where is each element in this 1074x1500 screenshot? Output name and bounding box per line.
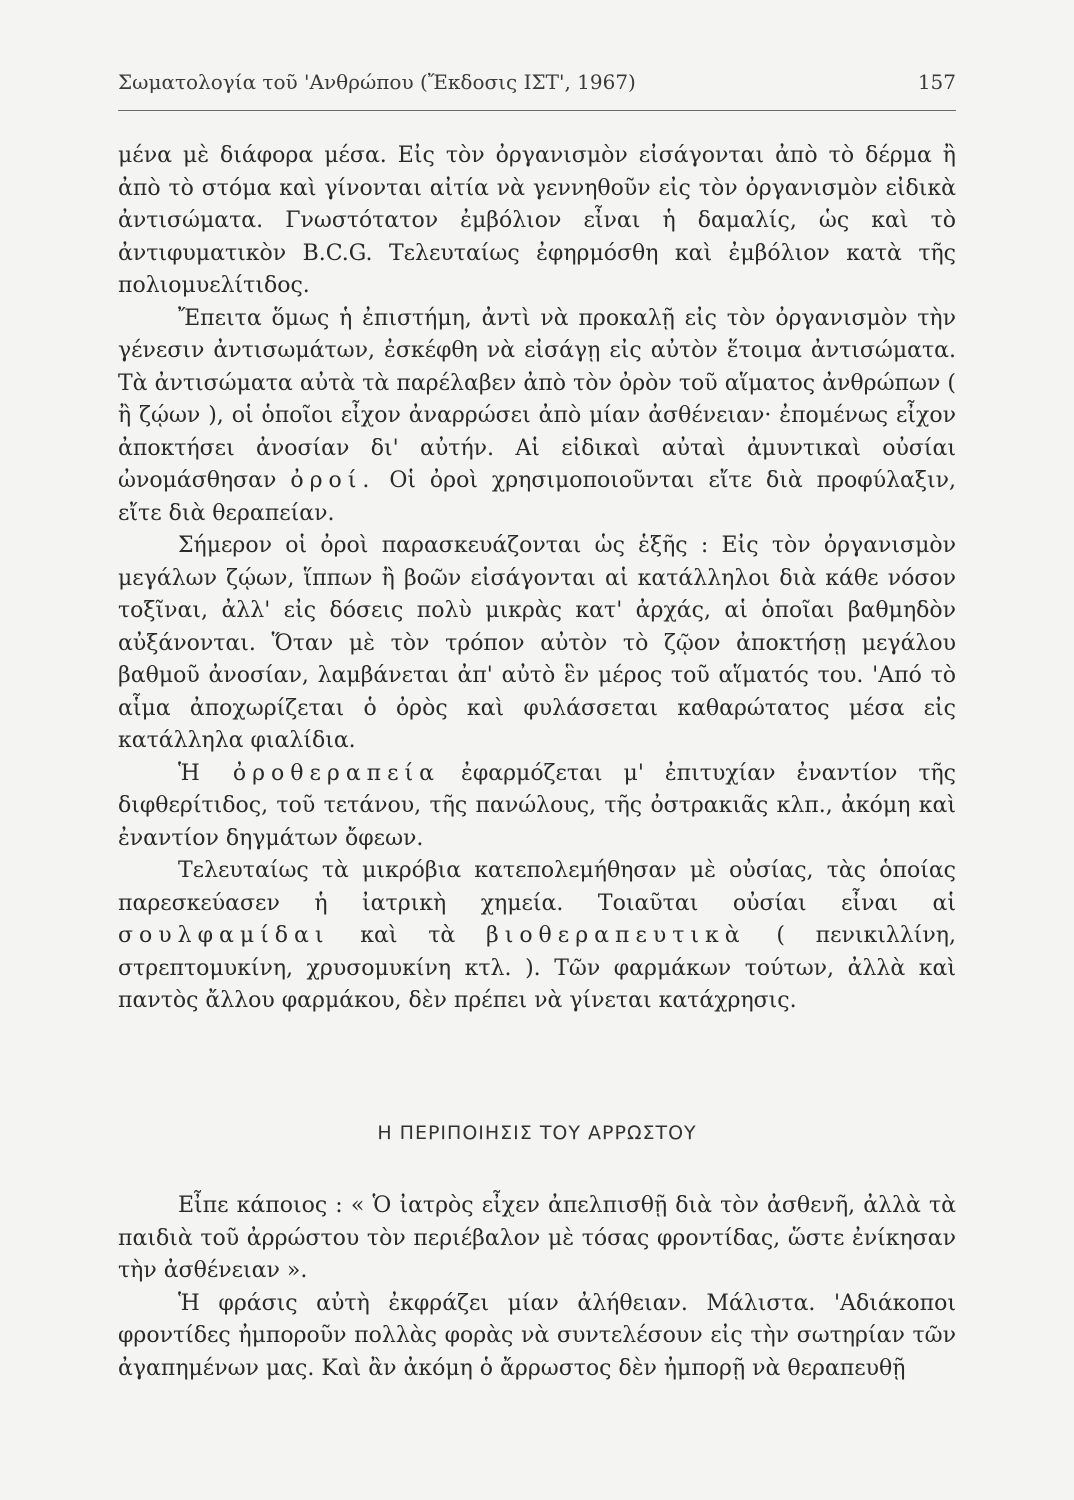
paragraph-antibodies: Ἔπειτα ὅμως ἡ ἐπιστήμη, ἀντὶ νὰ προκαλῇ εἰς τὸν ὀργανισμὸν τὴν γένεσιν ἀντισωμάτων, ἐσκέφθη νὰ εἰσάγῃ εἰς αὐτὸν ἕτοιμα ἀντισώματα. Τὰ ἀντισώματα αὐτὰ τὰ παρέλαβεν ἀπὸ τὸν ὀρὸν τοῦ αἵματος ἀνθρώπων ( ἢ ζῴων ), οἱ ὁποῖοι εἶχον ἀναρρώσει ἀπὸ μίαν ἀσθένειαν· ἐπομένως εἶχον ἀποκτήσει ἀνοσίαν δι' αὐτήν. Αἱ εἰδικαὶ αὐταὶ ἀμυντικαὶ οὐσίαι ὠνομάσθησαν ὀροί. Οἱ ὀροὶ χρησιμοποιοῦνται εἴτε διὰ προφύλαξιν, εἴτε διὰ θεραπείαν.: [118, 305, 956, 526]
spaced-term-orotherapeia: Ἡ ὀροθεραπεία: [178, 760, 441, 786]
paragraph-serotherapy: Ἡ ὀροθεραπεία ἐφαρμόζεται μ' ἐπιτυχίαν ἐναντίον τῆς διφθερίτιδος, τοῦ τετάνου, τῆς πανώλους, τῆς ὀστρακιᾶς κλπ., ἀκόμη καὶ ἐναντίον δηγμάτων ὄφεων.: [118, 760, 956, 851]
page-number: 157: [917, 70, 956, 94]
running-head: [118, 70, 956, 100]
spaced-term-sulfamides: σουλφαμίδαι: [118, 923, 330, 948]
section-text: [118, 1190, 956, 1385]
paragraph-vaccines: μένα μὲ διάφορα μέσα. Εἰς τὸν ὀργανισμὸν εἰσάγονται ἀπὸ τὸ δέρμα ἢ ἀπὸ τὸ στόμα καὶ γίνονται αἰτία νὰ γεννηθοῦν εἰς τὸν ὀργανισμὸν εἰδικὰ ἀντισώματα. Γνωστότατον ἐμβόλιον εἶναι ἡ δαμαλίς, ὡς καὶ τὸ ἀντιφυματικὸν B.C.G. Τελευταίως ἐφηρμόσθη καὶ ἐμβόλιον κατὰ τῆς πολιομυελίτιδος.: [118, 143, 956, 298]
paragraph-quote: Εἶπε κάποιος : « Ὁ ἰατρὸς εἶχεν ἀπελπισθῇ διὰ τὸν ἀσθενῆ, ἀλλὰ τὰ παιδιὰ τοῦ ἀρρώστου τὸν περιέβαλον μὲ τόσας φροντίδας, ὥστε ἐνίκησαν τὴν ἀσθένειαν ».: [118, 1193, 956, 1283]
paragraph-care: Ἡ φράσις αὐτὴ ἐκφράζει μίαν ἀλήθειαν. Μάλιστα. 'Αδιάκοποι φροντίδες ἠμποροῦν πολλὰς φορὰς νὰ συντελέσουν εἰς τὴν σωτηρίαν τῶν ἀγαπημένων μας. Καὶ ἂν ἀκόμη ὁ ἄρρωστος δὲν ἠμπορῇ νὰ θεραπευθῇ: [118, 1290, 956, 1381]
paragraph-chemotherapy: Τελευταίως τὰ μικρόβια κατεπολεμήθησαν μὲ οὐσίας, τὰς ὁποίας παρεσκεύασεν ἡ ἰατρικὴ χημεία. Τοιαῦται οὐσίαι εἶναι αἱ σουλφαμίδαι καὶ τὰ βιοθεραπευτικὰ ( πενικιλλίνη, στρεπτομυκίνη, χρυσομυκίνη κτλ. ). Τῶν φαρμάκων τούτων, ἀλλὰ καὶ παντὸς ἄλλου φαρμάκου, δὲν πρέπει νὰ γίνεται κατάχρησις.: [118, 858, 956, 1013]
spaced-term-oroi: ὀροί.: [290, 468, 376, 493]
header-rule: [118, 110, 956, 111]
spaced-term-biotherapeutics: βιοθεραπευτικὰ: [485, 923, 746, 948]
main-text: [118, 140, 956, 1018]
paragraph-serum-preparation: Σήμερον οἱ ὀροὶ παρασκευάζονται ὡς ἑξῆς : Εἰς τὸν ὀργανισμὸν μεγάλων ζῴων, ἵππων ἢ βοῶν εἰσάγονται αἱ κατάλληλοι διὰ κάθε νόσον τοξῖναι, ἀλλ' εἰς δόσεις πολὺ μικρὰς κατ' ἀρχάς, αἱ ὁποῖαι βαθμηδὸν αὐξάνονται. Ὅταν μὲ τὸν τρόπον αὐτὸν τὸ ζῷον ἀποκτήσῃ μεγάλου βαθμοῦ ἀνοσίαν, λαμβάνεται ἀπ' αὐτὸ ἓν μέρος τοῦ αἵματός του. 'Από τὸ αἷμα ἀποχωρίζεται ὁ ὀρὸς καὶ φυλάσσεται καθαρώτατος μέσα εἰς κατάλληλα φιαλίδια.: [118, 533, 956, 753]
section-heading: Η ΠΕΡΙΠΟΙΗΣΙΣ ΤΟΥ ΑΡΡΩΣΤΟΥ: [377, 1122, 697, 1144]
running-title: Σωματολογία τοῦ 'Ανθρώπου (Ἔκδοσις ΙΣΤ', 1967): [118, 70, 636, 94]
